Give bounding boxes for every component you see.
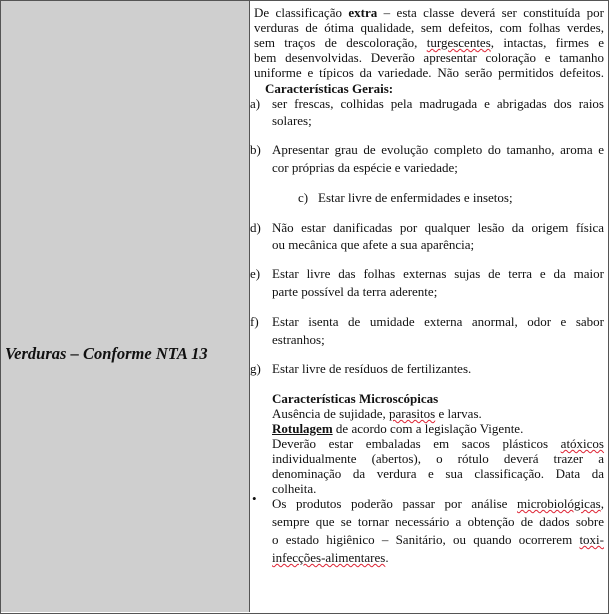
bullet-icon: • — [252, 491, 257, 506]
item-marker: b) — [250, 142, 261, 157]
intro-line: uniforme e típicos da variedade. Não serão permitidos defeitos. — [254, 65, 604, 80]
item-marker: c) — [298, 190, 309, 205]
labeling-paragraph-line: colheita. — [272, 481, 317, 496]
labeling-paragraph-line: Deverão estar embaladas em sacos plásticos atóxicos — [272, 436, 604, 451]
list-item: Estar livre de resíduos de fertilizantes. — [272, 361, 472, 376]
list-item: parte possível da terra aderente; — [272, 284, 438, 299]
labeling-paragraph-line: individualmente (abertos), o rótulo deverá trazer a — [272, 451, 604, 466]
bullet-line: Os produtos poderão passar por análise microbiológicas, — [272, 496, 604, 511]
product-cell — [1, 1, 250, 612]
list-item: ser frescas, colhidas pela madrugada e abrigadas dos raios — [272, 96, 604, 111]
list-item: ou mecânica que afete a sua aparência; — [272, 237, 475, 252]
intro-line: sem traços de descoloração, turgescentes, intactas, firmes e — [254, 35, 605, 50]
bullet-line: sempre que se tornar necessário a obtenção de dados sobre — [272, 514, 604, 529]
item-marker: f) — [250, 314, 259, 329]
list-item: Apresentar grau de evolução completo do tamanho, aroma e — [272, 142, 604, 157]
item-marker: a) — [250, 96, 261, 111]
bullet-line: infecções-alimentares. — [272, 550, 389, 565]
product-title: Verduras – Conforme NTA 13 — [5, 344, 208, 363]
labeling-paragraph-line: denominação da verdura e sua classificação. Data da — [272, 466, 604, 481]
specification-cell — [250, 1, 607, 612]
list-item: Estar livre de enfermidades e insetos; — [318, 190, 513, 205]
list-item: estranhos; — [272, 332, 325, 347]
microscopic-heading: Características Microscópicas — [272, 391, 439, 406]
list-item: solares; — [272, 113, 312, 128]
intro-line: bem desenvolvidas. Deverão apresentar coloração e tamanho — [254, 50, 604, 65]
item-marker: e) — [250, 266, 261, 281]
item-marker: g) — [250, 361, 261, 376]
intro-line: verduras de ótima qualidade, sem defeitos, com folhas verdes, — [254, 20, 604, 35]
bullet-line: o estado higiênico – Sanitário, ou quando ocorrerem toxi- — [272, 532, 604, 547]
list-item: Estar isenta de umidade externa anormal, odor e sabor — [272, 314, 604, 329]
item-marker: d) — [250, 220, 261, 235]
microscopic-line: Ausência de sujidade, parasitos e larvas. — [272, 406, 482, 421]
list-item: Não estar danificadas por qualquer lesão da origem física — [272, 220, 604, 235]
list-item: cor próprias da espécie e variedade; — [272, 160, 458, 175]
general-characteristics-heading: Características Gerais: — [265, 81, 394, 96]
list-item: Estar livre das folhas externas sujas de terra e da maior — [272, 266, 604, 281]
labeling-line: Rotulagem de acordo com a legislação Vigente. — [272, 421, 524, 436]
intro-line: De classificação extra – esta classe deverá ser constituída por — [254, 5, 604, 20]
